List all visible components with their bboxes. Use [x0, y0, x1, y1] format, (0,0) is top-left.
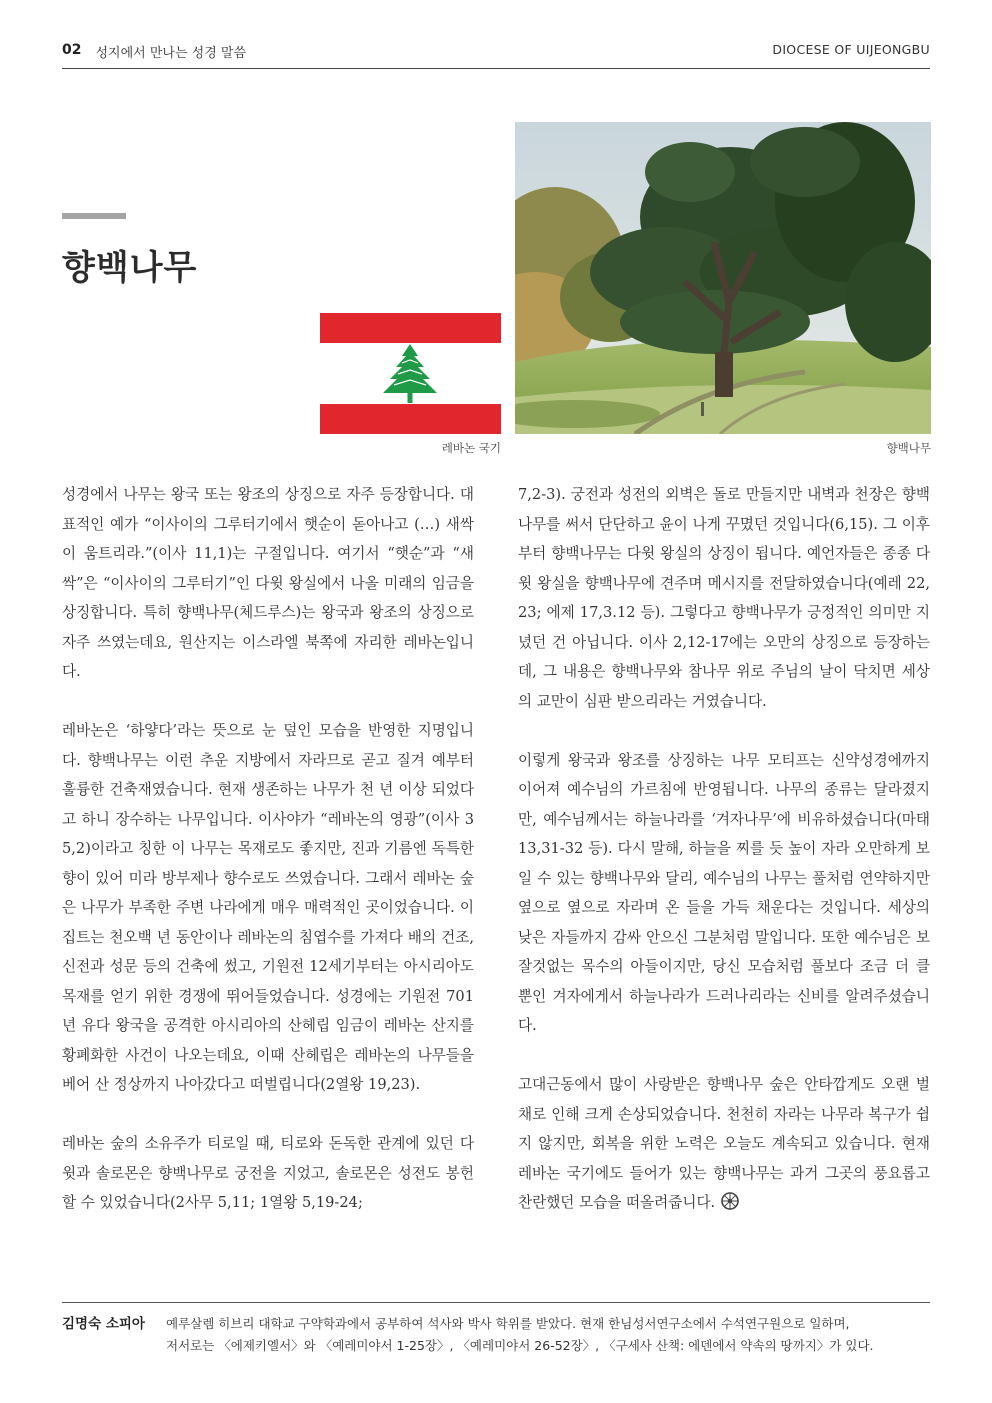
- flag-caption: 레바논 국기: [441, 441, 501, 455]
- cedar-tree-icon: [378, 343, 442, 404]
- cedar-landscape-illustration: [515, 122, 931, 434]
- last-paragraph-text: 고대근동에서 많이 사랑받은 향백나무 숲은 안타깝게도 오랜 벌채로 인해 크게 손상되었습니다. 천천히 자라는 나무라 복구가 쉽지 않지만, 회복을 위한 노력은 오늘도 계속되고 있습니다. 현재 레바논 국기에도 들어가 있는 향백나무는 과거 그곳의 풍요롭고 찬란했던 모습을 떠올려줍니다.: [518, 1076, 930, 1211]
- flag-red-stripe-bottom: [320, 404, 501, 434]
- author-bio-line: 예루살렘 히브리 대학교 구약학과에서 공부하여 석사와 박사 학위를 받았다. 현재 한님성서연구소에서 수석연구원으로 일하며,: [166, 1316, 850, 1331]
- lebanon-flag-image: [320, 313, 501, 434]
- body-paragraph: 7,2-3). 궁전과 성전의 외벽은 돌로 만들지만 내벽과 천장은 향백나무를 써서 단단하고 윤이 나게 꾸몄던 것입니다(6,15). 그 이후부터 향백나무는 다윗 왕실의 상징이 됩니다. 예언자들은 종종 다윗 왕실을 향백나무에 견주며 메시지를 전달하였습니다(예레 22,23; 에제 17,3.12 등). 그렇다고 향백나무가 긍정적인 의미만 지녔던 건 아닙니다. 이사 2,12-17에는 오만의 상징으로 등장하는데, 그 내용은 향백나무와 참나무 위로 주님의 날이 닥치면 세상의 교만이 심판 받으리라는 거였습니다.: [518, 486, 930, 710]
- end-mark-icon: [721, 1191, 739, 1221]
- body-paragraph: 레바논 숲의 소유주가 티로일 때, 티로와 돈독한 관계에 있던 다윗과 솔로몬은 향백나무로 궁전을 지었고, 솔로몬은 성전도 봉헌할 수 있었습니다(2사무 5,11; 1열왕 5,19-24;: [62, 1135, 474, 1211]
- cedar-tree-photo: [515, 122, 931, 434]
- flag-red-stripe-top: [320, 313, 501, 343]
- publisher-name: DIOCESE OF UIJEONGBU: [772, 42, 930, 57]
- article-title: 향백나무: [62, 248, 198, 288]
- title-accent-bar: [62, 213, 126, 219]
- body-column-right: [518, 480, 930, 1221]
- body-paragraph: 성경에서 나무는 왕국 또는 왕조의 상징으로 자주 등장합니다. 대표적인 예가 “이사이의 그루터기에서 햇순이 돋아나고 (…) 새싹이 움트리라.”(이사 11,1)는 구절입니다. 여기서 “햇순”과 “새싹”은 “이사이의 그루터기”인 다윗 왕실에서 나올 미래의 임금을 상징합니다. 특히 향백나무(체드루스)는 왕국과 왕조의 상징으로 자주 쓰였는데요, 원산지는 이스라엘 북쪽에 자리한 레바논입니다.: [62, 486, 474, 680]
- author-bio-line: 저서로는 〈에제키엘서〉와 〈예레미야서 1-25장〉, 〈예레미야서 26-52장〉, 〈구세사 산책: 에덴에서 약속의 땅까지〉가 있다.: [166, 1338, 874, 1353]
- author-name: 김명숙 소피아: [62, 1316, 145, 1332]
- author-bio: [166, 1313, 930, 1357]
- header-left: [62, 42, 246, 61]
- body-paragraph: 이렇게 왕국과 왕조를 상징하는 나무 모티프는 신약성경에까지 이어져 예수님의 가르침에 반영됩니다. 나무의 종류는 달라졌지만, 예수님께서는 하늘나라를 ‘겨자나무’에 비유하셨습니다(마태 13,31-32 등). 다시 말해, 하늘을 찌를 듯 높이 자라 오만하게 보일 수 있는 향백나무와 달리, 예수님의 나무는 풀처럼 연약하지만 옆으로 옆으로 자라며 온 들을 가득 채운다는 것입니다. 세상의 낮은 자들까지 감싸 안으신 그분처럼 말입니다. 또한 예수님은 보잘것없는 목수의 아들이지만, 당신 모습처럼 풀보다 조금 더 클 뿐인 겨자에게서 하늘나라가 드러나리라는 신비를 알려주셨습니다.: [518, 751, 931, 1034]
- section-title: 성지에서 만나는 성경 말씀: [95, 46, 247, 61]
- photo-caption: 향백나무: [886, 441, 931, 455]
- body-column-left: [62, 480, 474, 1218]
- page-number: 02: [62, 42, 82, 58]
- body-paragraph-last: [518, 1070, 930, 1221]
- author-footer: [62, 1302, 930, 1357]
- page-header: [62, 42, 930, 69]
- body-paragraph: 레바논은 ‘하얗다’라는 뜻으로 눈 덮인 모습을 반영한 지명입니다. 향백나무는 이런 추운 지방에서 자라므로 곧고 질겨 예부터 훌륭한 건축재였습니다. 현재 생존하는 나무가 천 년 이상 되었다고 하니 장수하는 나무입니다. 이사야가 “레바논의 영광”(이사 35,2)이라고 칭한 이 나무는 목재로도 좋지만, 진과 기름엔 독특한 향이 있어 미라 방부제나 향수로도 쓰였습니다. 그래서 레바논 숲은 나무가 부족한 주변 나라에게 매우 매력적인 곳이었습니다. 이집트는 천오백 년 동안이나 레바논의 침엽수를 가져다 배의 건조, 신전과 성문 등의 건축에 썼고, 기원전 12세기부터는 아시리아도 목재를 얻기 위한 경쟁에 뛰어들었습니다. 성경에는 기원전 701년 유다 왕국을 공격한 아시리아의 산헤립 임금이 레바논 산지를 황폐화한 사건이 나오는데요, 이때 산헤립은 레바논의 나무들을 베어 산 정상까지 나아갔다고 떠벌립니다(2열왕 19,23).: [62, 722, 474, 1093]
